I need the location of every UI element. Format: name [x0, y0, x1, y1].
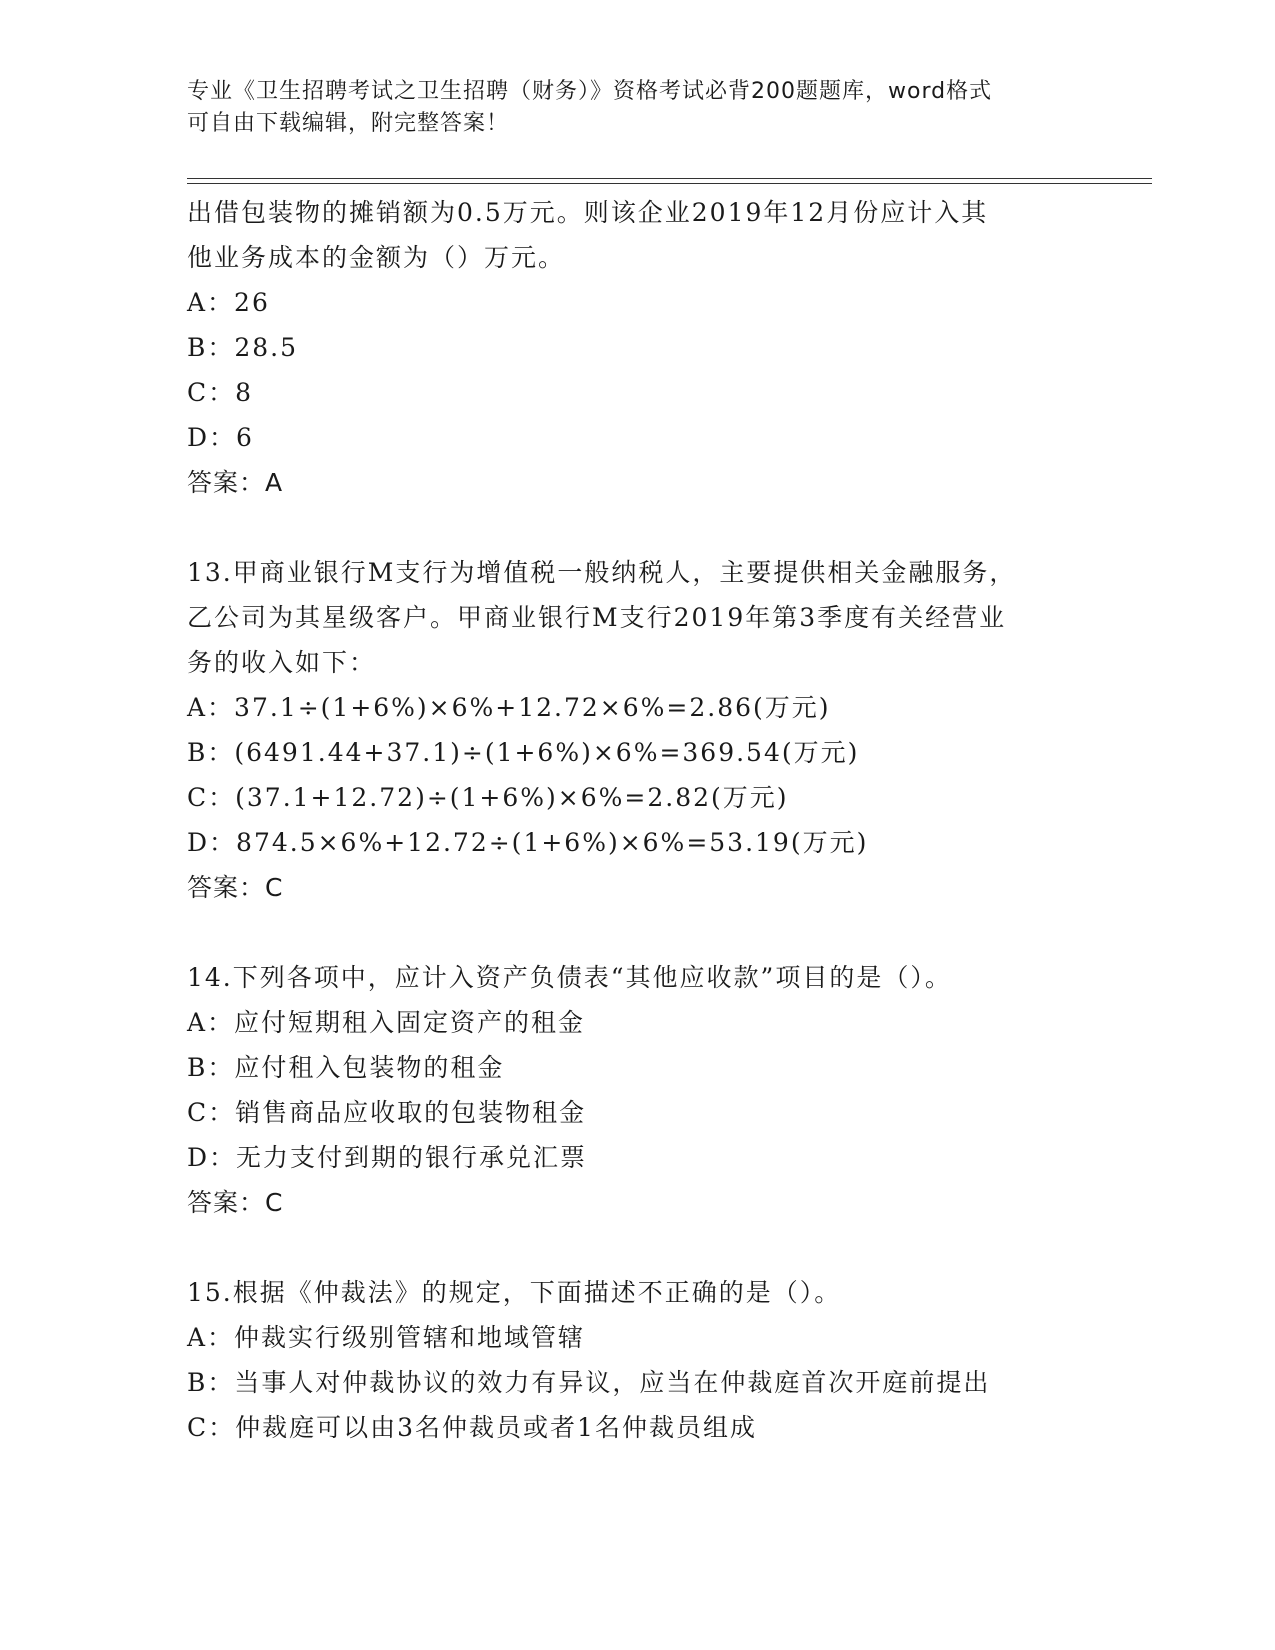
- spacer: [187, 1225, 1087, 1270]
- question-stem-line: 务的收入如下：: [187, 648, 377, 677]
- question-12: [187, 190, 1087, 505]
- question-stem-line: 他业务成本的金额为（）万元。: [187, 243, 566, 272]
- option-c: C：(37.1+12.72)÷(1+6%)×6%=2.82(万元): [187, 783, 789, 812]
- option-b: B：28.5: [187, 333, 299, 362]
- option-a: A：仲裁实行级别管辖和地域管辖: [187, 1323, 586, 1352]
- question-list: [187, 190, 1087, 1450]
- question-stem-line: 14.下列各项中，应计入资产负债表“其他应收款”项目的是（）。: [187, 963, 952, 992]
- header-divider-bottom: [187, 183, 1152, 184]
- header-divider-top: [187, 178, 1152, 179]
- option-b: B：(6491.44+37.1)÷(1+6%)×6%=369.54(万元): [187, 738, 860, 767]
- option-d: D：无力支付到期的银行承兑汇票: [187, 1143, 588, 1172]
- document-header: [187, 76, 1067, 140]
- question-stem-line: 乙公司为其星级客户。甲商业银行M支行2019年第3季度有关经营业: [187, 603, 1007, 632]
- option-c: C：仲裁庭可以由3名仲裁员或者1名仲裁员组成: [187, 1413, 757, 1442]
- question-15: [187, 1270, 1087, 1450]
- option-b: B：应付租入包装物的租金: [187, 1053, 505, 1082]
- spacer: [187, 910, 1087, 955]
- question-13: [187, 550, 1087, 910]
- option-c: C：8: [187, 378, 254, 407]
- question-14: [187, 955, 1087, 1225]
- option-a: A：应付短期租入固定资产的租金: [187, 1008, 586, 1037]
- answer-line: 答案：C: [187, 1188, 284, 1217]
- option-b: B：当事人对仲裁协议的效力有异议，应当在仲裁庭首次开庭前提出: [187, 1368, 991, 1397]
- header-title-line-2: 可自由下载编辑，附完整答案！: [187, 111, 510, 136]
- answer-line: 答案：A: [187, 468, 284, 497]
- option-d: D：874.5×6%+12.72÷(1+6%)×6%=53.19(万元): [187, 828, 869, 857]
- spacer: [187, 505, 1087, 550]
- question-stem-line: 15.根据《仲裁法》的规定，下面描述不正确的是（）。: [187, 1278, 842, 1307]
- option-c: C：销售商品应收取的包装物租金: [187, 1098, 587, 1127]
- question-stem-line: 13.甲商业银行M支行为增值税一般纳税人，主要提供相关金融服务，: [187, 558, 1017, 587]
- question-stem-line: 出借包装物的摊销额为0.5万元。则该企业2019年12月份应计入其: [187, 198, 989, 227]
- answer-line: 答案：C: [187, 873, 284, 902]
- option-d: D：6: [187, 423, 254, 452]
- option-a: A：37.1÷(1+6%)×6%+12.72×6%=2.86(万元): [187, 693, 831, 722]
- option-a: A：26: [187, 288, 270, 317]
- header-title-line-1: 专业《卫生招聘考试之卫生招聘（财务）》资格考试必背200题题库，word格式: [187, 79, 993, 104]
